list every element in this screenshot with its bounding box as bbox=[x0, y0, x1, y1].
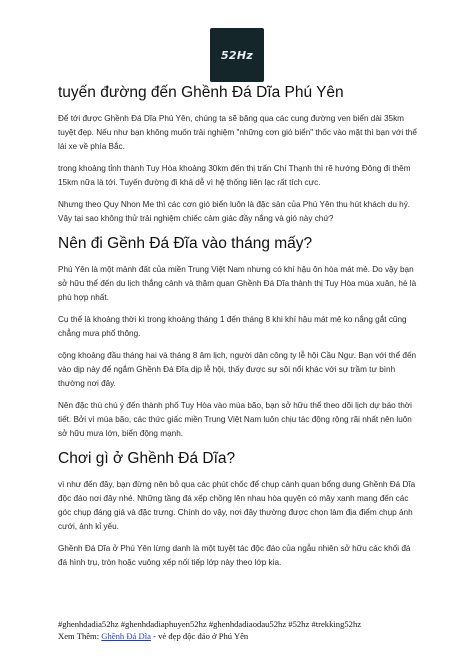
see-more-link[interactable]: Ghềnh Đá Dĩa bbox=[101, 631, 151, 641]
footer bbox=[58, 618, 428, 642]
paragraph: cộng khoảng đầu tháng hai và tháng 8 âm lịch, người dân công ty lễ hội Cầu Ngư. Bạn với thể đến vào dịp này để ngắm Ghềnh Đá Đĩa dịp lễ hội, thấy được sự sôi nổi khác với sự trầm tư bình thường nơi đây. bbox=[58, 351, 417, 388]
paragraph: Phú Yên là một mảnh đất của miền Trung Việt Nam nhưng có khí hậu ôn hòa mát mẻ. Do vậy bạn sở hữu thể đến du lịch thắng cảnh và thăm quan Ghềnh Đá Dĩa thành thị Tuy Hòa mùa xuân, hè là phù hợp nhất. bbox=[58, 265, 417, 302]
see-more-prefix: Xem Thêm: bbox=[58, 631, 102, 641]
article-title: tuyến đường đến Ghềnh Đá Dĩa Phú Yên bbox=[58, 84, 344, 101]
brand-logo bbox=[210, 28, 264, 82]
article-body bbox=[58, 83, 420, 578]
section-heading: Chơi gì ở Ghềnh Đá Dĩa? bbox=[58, 450, 236, 467]
paragraph: Để tới được Ghềnh Đá Dĩa Phú Yên, chúng ta sẽ băng qua các cung đường ven biển dài 35km tuyệt đẹp. Nếu như bạn không muốn trải nghiệm "những cơn gió biển" thốc vào mặt thì bạn với thể lái xe về phía Bắc. bbox=[58, 114, 417, 151]
hashtags: #ghenhdadia52hz #ghenhdadiaphuyen52hz #ghenhdadiaodau52hz #52hz #trekking52hz bbox=[58, 619, 362, 629]
see-more-suffix: - vẻ đẹp độc đáo ở Phú Yên bbox=[150, 631, 249, 641]
paragraph: trong khoảng tỉnh thành Tuy Hòa khoảng 30km đến thị trấn Chí Thạnh thì rẽ hướng Đông đi thêm 15km nữa là tới. Tuyến đường đi khá dễ vì hệ thống liên lạc rất tích cực. bbox=[58, 164, 411, 187]
see-more-line bbox=[58, 630, 428, 642]
paragraph: Nên đặc thù chú ý đến thành phố Tuy Hòa vào mùa bão, bạn sở hữu thể theo dõi lịch dự báo thời tiết. Bởi vì mùa bão, các thức giấc miền Trung Việt Nam luôn chịu tác động rộng rãi nhất nên luôn sở hữu mưa lớn, biển động mạnh. bbox=[58, 401, 412, 438]
paragraph: vì như đến đây, bạn đừng nên bỏ qua các phút chốc để chụp cảnh quan bổng dung Ghềnh Đá Dĩa độc đáo nơi đây nhé. Những tầng đá xếp chồng lên nhau hòa quyện có mây xanh mang đến các góc chụp đáng giá và đặc trưng. Chính do vậy, nơi đây thường được chọn làm địa điểm chụp ảnh cưới, ảnh kỉ yếu. bbox=[58, 480, 416, 531]
logo-text: 52Hz bbox=[220, 48, 254, 62]
section-heading: Nên đi Gềnh Đá Đĩa vào tháng mấy? bbox=[58, 235, 313, 252]
paragraph: Ghềnh Đá Dĩa ở Phú Yên lừng danh là một tuyệt tác độc đáo của ngẫu nhiên sở hữu các khối đá đá hình trụ, tròn hoặc vuông xếp nối tiếp lớp này theo lớp kia. bbox=[58, 544, 411, 567]
paragraph: Nhưng theo Quy Nhon Me thì các cơn gió biển luôn là đặc sản của Phú Yên thu hút khách du hý. Vậy tại sao không thử trải nghiệm chiếc cảm giác đầy nắng và gió này chứ? bbox=[58, 200, 411, 223]
paragraph: Cụ thể là khoảng thời kì trong khoảng tháng 1 đến tháng 8 khi khí hậu mát mẻ ko nắng gắt cũng chẳng mưa phổ thông. bbox=[58, 315, 407, 338]
